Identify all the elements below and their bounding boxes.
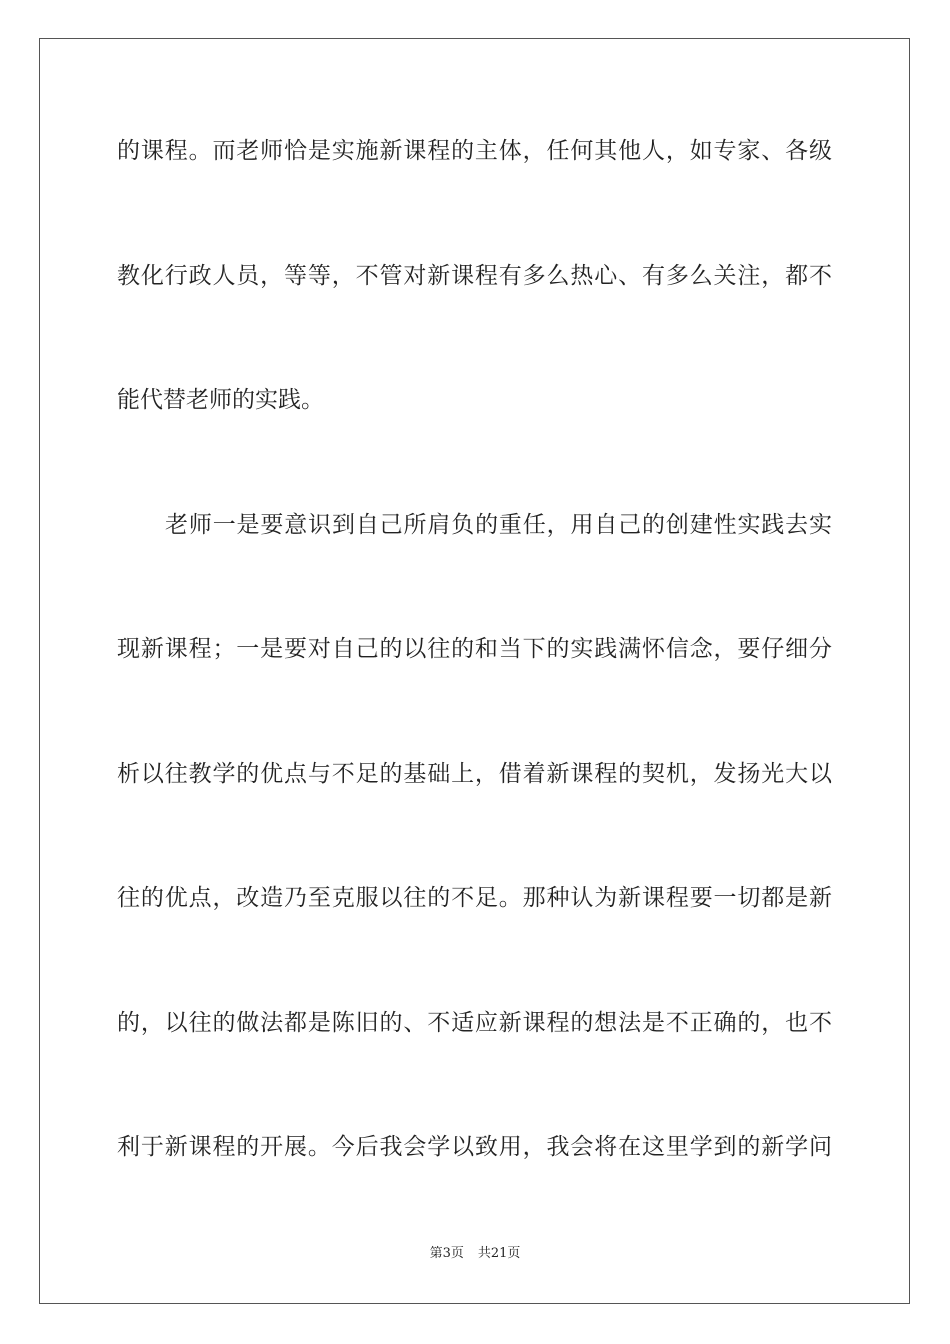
text-line: 的课程。而老师恰是实施新课程的主体，任何其他人，如专家、各级 xyxy=(117,138,832,164)
text-line: 老师一是要意识到自己所肩负的重任，用自己的创建性实践去实 xyxy=(165,512,832,538)
text-line: 现新课程；一是要对自己的以往的和当下的实践满怀信念，要仔细分 xyxy=(117,636,832,662)
page-number: 第3页 xyxy=(429,1246,464,1261)
page-footer xyxy=(0,1246,950,1262)
text-line: 的，以往的做法都是陈旧的、不适应新课程的想法是不正确的，也不 xyxy=(117,1010,832,1036)
text-line: 析以往教学的优点与不足的基础上，借着新课程的契机，发扬光大以 xyxy=(117,761,832,787)
text-line: 利于新课程的开展。今后我会学以致用，我会将在这里学到的新学问 xyxy=(117,1134,832,1160)
page-total: 共21页 xyxy=(477,1246,521,1261)
page-border xyxy=(39,38,910,1304)
text-line: 往的优点，改造乃至克服以往的不足。那种认为新课程要一切都是新 xyxy=(117,885,832,911)
text-line: 能代替老师的实践。 xyxy=(117,387,324,413)
text-line: 教化行政人员，等等，不管对新课程有多么热心、有多么关注，都不 xyxy=(117,263,832,289)
